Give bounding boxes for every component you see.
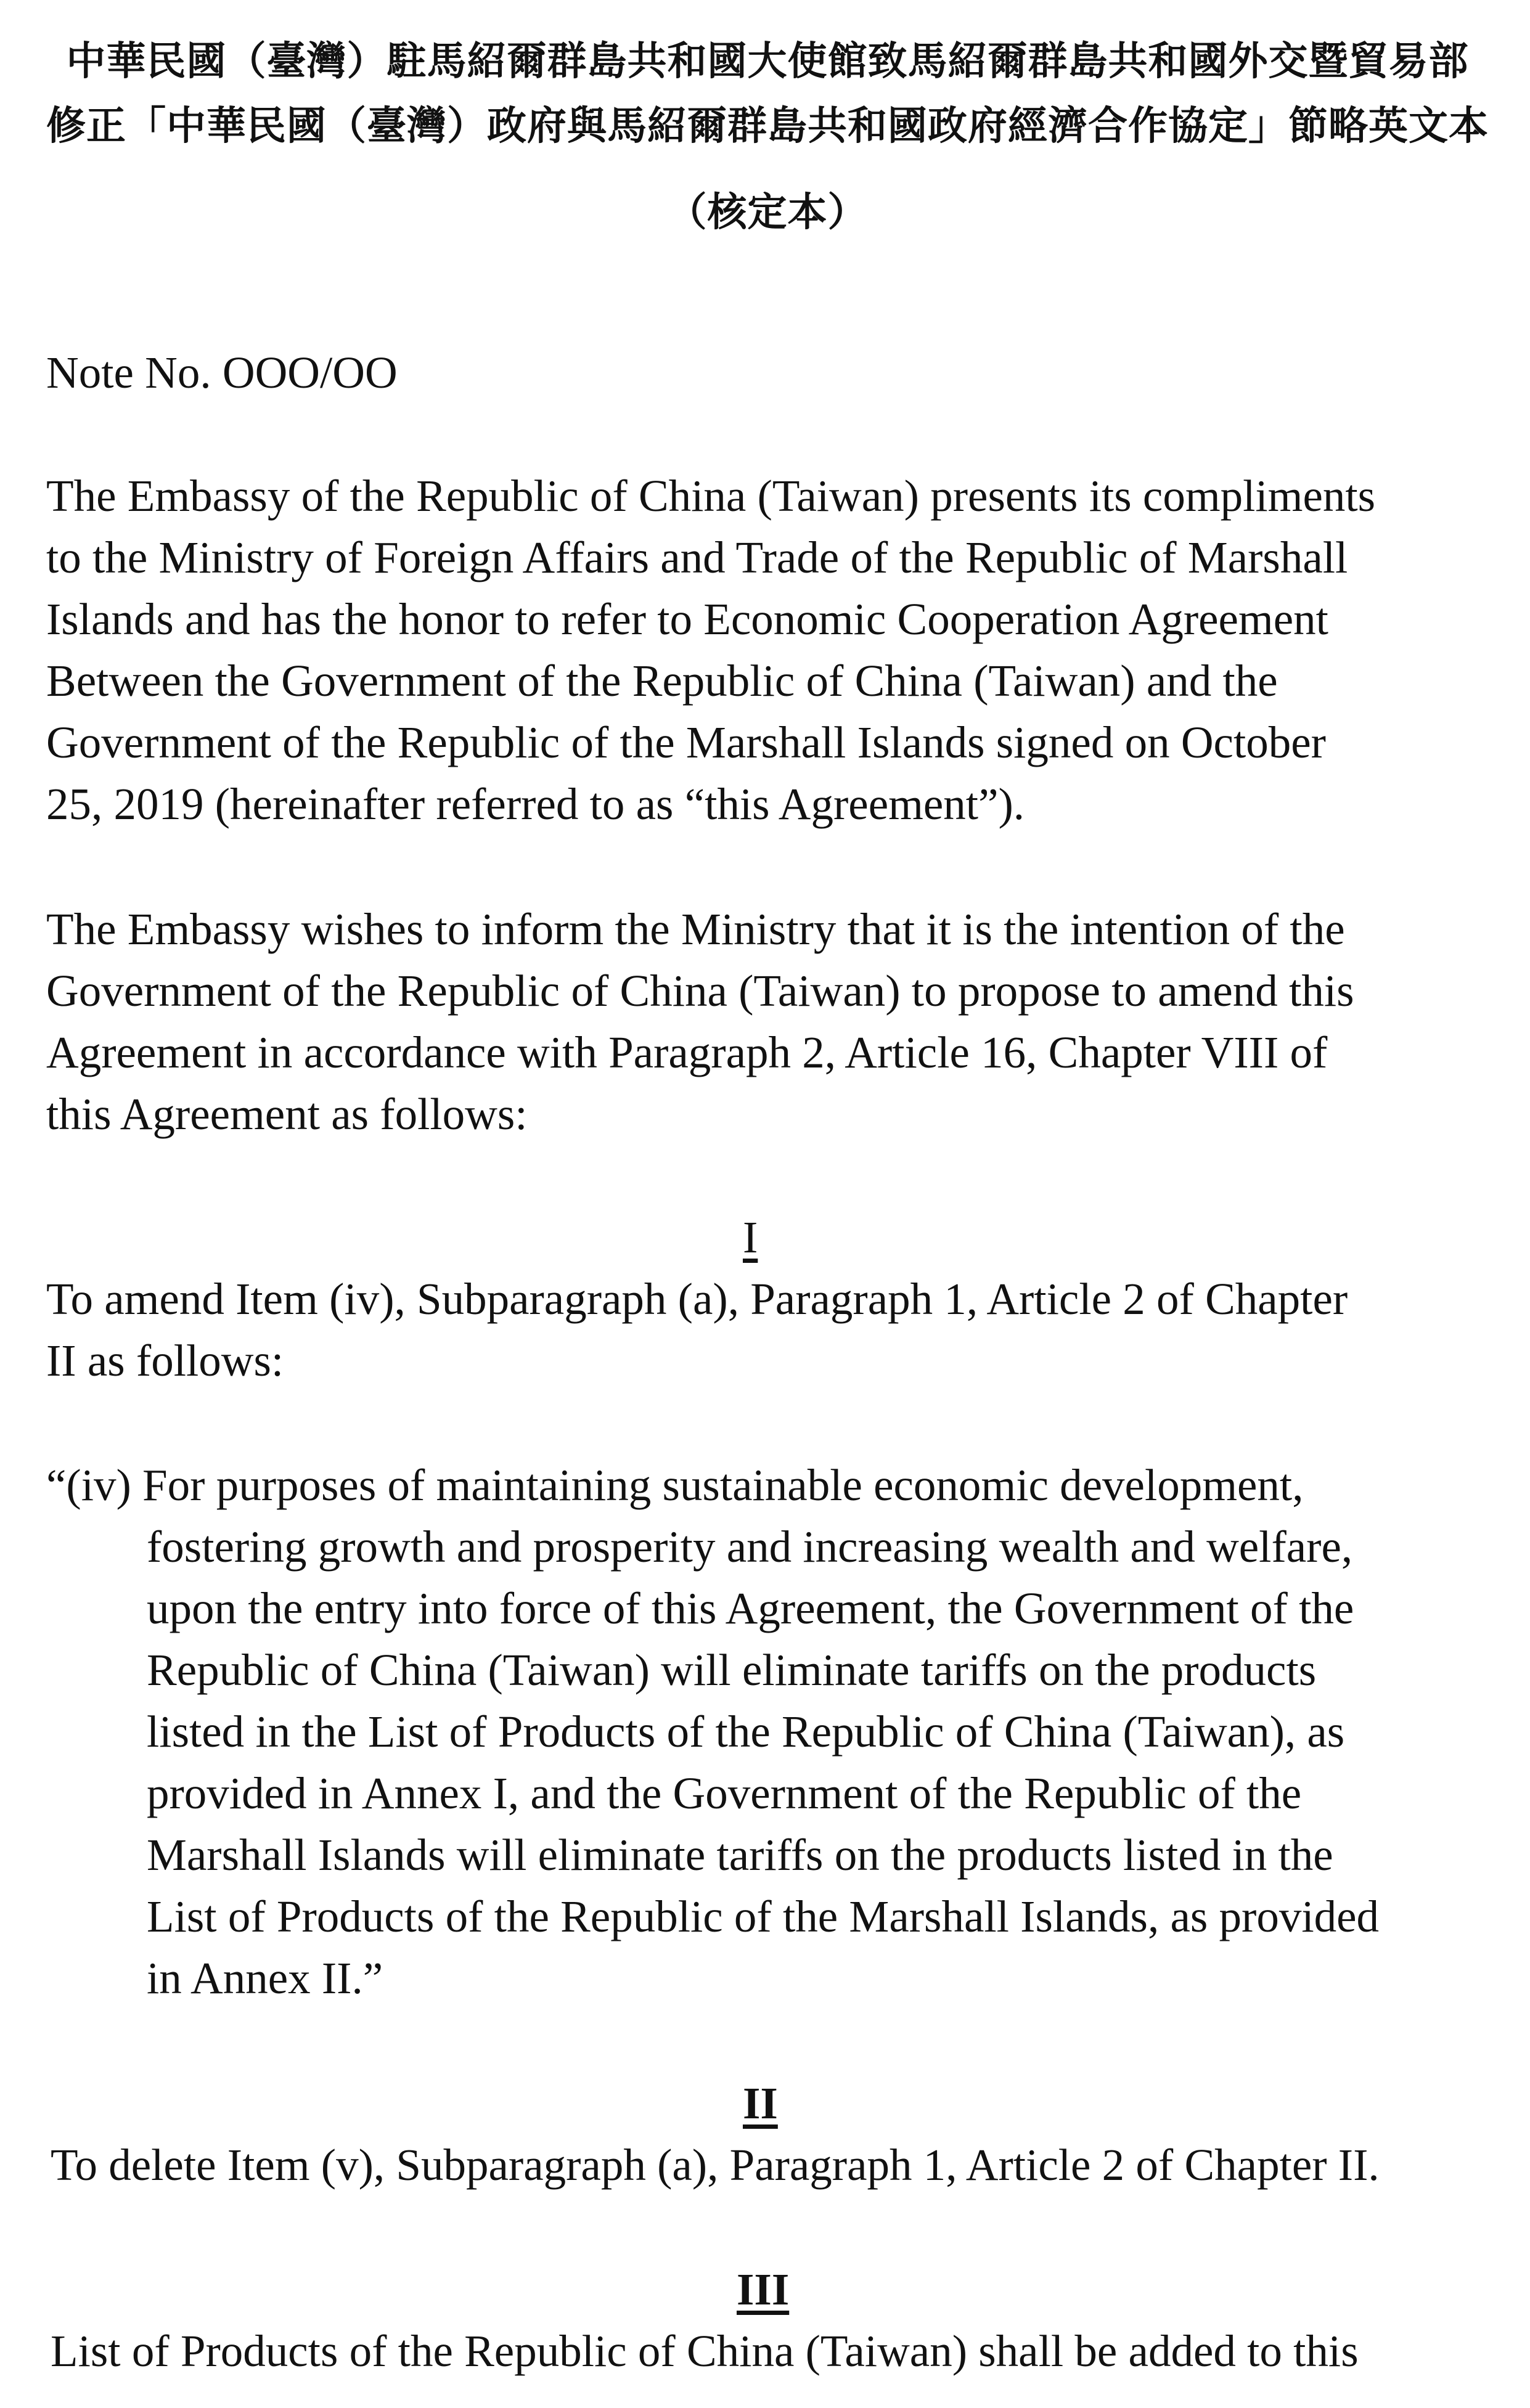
- quote-line: provided in Annex I, and the Government of the Republic of the: [147, 1768, 1302, 1818]
- document-status-label: （核定本）: [667, 189, 868, 235]
- section-ii-text: [51, 2134, 1487, 2196]
- paragraph-line: this Agreement as follows:: [46, 1089, 528, 1139]
- document-title-line-2: 修正「中華民國（臺灣）政府與馬紹爾群島共和國政府經濟合作協定」節略英文本: [46, 103, 1489, 149]
- paragraph-line: Government of the Republic of the Marshall Islands signed on October: [46, 717, 1326, 767]
- paragraph-line: The Embassy of the Republic of China (Taiwan) presents its compliments: [46, 471, 1376, 521]
- quote-line: fostering growth and prosperity and increasing wealth and welfare,: [147, 1522, 1353, 1572]
- paragraph-line: Government of the Republic of China (Taiwan) to propose to amend this: [46, 966, 1354, 1016]
- paragraph-line: The Embassy wishes to inform the Ministry that it is the intention of the: [46, 904, 1345, 954]
- quote-line: Marshall Islands will eliminate tariffs on the products listed in the: [147, 1830, 1333, 1880]
- paragraph-introduction: [46, 465, 1483, 835]
- paragraph-line: Agreement in accordance with Paragraph 2, Article 16, Chapter VIII of: [46, 1027, 1328, 1077]
- note-number: [46, 342, 1483, 404]
- section-heading-ii: II: [743, 2078, 778, 2128]
- paragraph-line: II as follows:: [46, 1336, 284, 1386]
- section-heading-i: I: [743, 1212, 758, 1262]
- quote-first-line: “(iv) For purposes of maintaining sustainable economic development,: [46, 1460, 1304, 1510]
- quote-line: List of Products of the Republic of the Marshall Islands, as provided: [147, 1892, 1380, 1941]
- paragraph-intention: [46, 899, 1483, 1145]
- paragraph-line: to the Ministry of Foreign Affairs and Trade of the Republic of Marshall: [46, 533, 1348, 582]
- paragraph-line: To delete Item (v), Subparagraph (a), Paragraph 1, Article 2 of Chapter II.: [51, 2140, 1380, 2190]
- section-i-text: [46, 1268, 1483, 1392]
- quote-line: upon the entry into force of this Agreement, the Government of the: [147, 1583, 1354, 1633]
- quote-line: in Annex II.”: [147, 1953, 383, 2003]
- paragraph-line: Between the Government of the Republic of China (Taiwan) and the: [46, 656, 1278, 706]
- paragraph-line: 25, 2019 (hereinafter referred to as “this Agreement”).: [46, 779, 1025, 829]
- section-iii-text: [51, 2320, 1487, 2382]
- section-heading-iii: III: [737, 2264, 790, 2314]
- quote-line: listed in the List of Products of the Republic of China (Taiwan), as: [147, 1707, 1345, 1757]
- paragraph-line: Islands and has the honor to refer to Economic Cooperation Agreement: [46, 594, 1328, 644]
- amendment-quote: [46, 1455, 1483, 2009]
- document-title-line-1: 中華民國（臺灣）駐馬紹爾群島共和國大使館致馬紹爾群島共和國外交暨貿易部: [66, 38, 1469, 84]
- paragraph-line: To amend Item (iv), Subparagraph (a), Paragraph 1, Article 2 of Chapter: [46, 1274, 1348, 1324]
- quote-line: Republic of China (Taiwan) will eliminate tariffs on the products: [147, 1645, 1317, 1695]
- note-number-text: Note No. OOO/OO: [46, 348, 398, 398]
- paragraph-line: List of Products of the Republic of China (Taiwan) shall be added to this: [51, 2326, 1359, 2376]
